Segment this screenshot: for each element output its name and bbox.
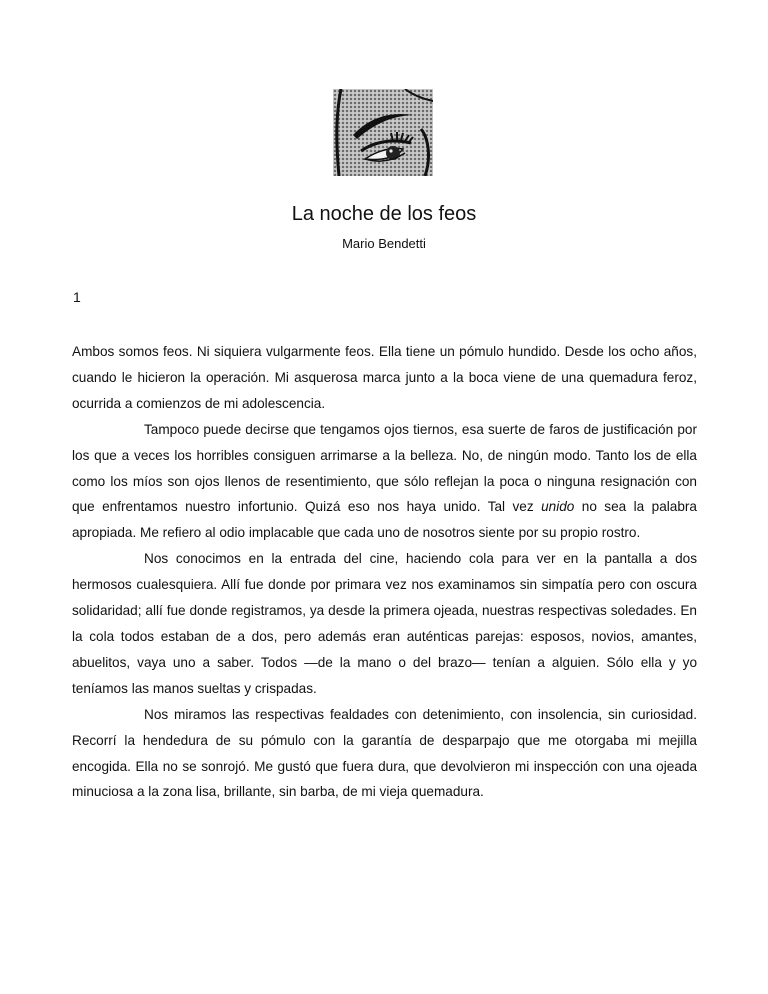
paragraph [72, 702, 697, 806]
eye-icon [333, 89, 433, 176]
pop-art-eye-illustration [333, 89, 433, 176]
author-name: Mario Bendetti [342, 236, 426, 251]
story-body [72, 339, 697, 805]
document-title: La noche de los feos [291, 203, 477, 225]
section-number: 1 [73, 289, 81, 305]
paragraph-text: Nos miramos las respectivas fealdades con detenimiento, con insolencia, sin curiosidad. Recorrí la hendedura de su pómulo con la garantía de desparpajo que me otorgaba mi mejilla encogida. Ella no se sonrojó. Me gustó que fuera dura, que devolvieron mi inspección con una ojeada minuciosa a la zona lisa, brillante, sin barba, de mi vieja quemadura. [72, 706, 697, 800]
paragraph-text: Tampoco puede decirse que tengamos ojos tiernos, esa suerte de faros de justificación por los que a veces los horribles consiguen arrimarse a la belleza. No, de ningún modo. Tanto los de ella como los míos son ojos llenos de resentimiento, que sólo reflejan la poca o ninguna resignación con que enfrentamos nuestro infortunio. Quizá eso nos haya unido. Tal vez [72, 421, 697, 515]
paragraph-text: Ambos somos feos. Ni siquiera vulgarmente feos. Ella tiene un pómulo hundido. Desde los ocho años, cuando le hicieron la operación. Mi asquerosa marca junto a la boca viene de una quemadura feroz, ocurrida a comienzos de mi adolescencia. [72, 344, 697, 411]
paragraph [72, 339, 697, 417]
paragraph [72, 546, 697, 701]
italic-text: unido [541, 499, 575, 515]
paragraph [72, 417, 697, 547]
paragraph-text: Nos conocimos en la entrada del cine, haciendo cola para ver en la pantalla a dos hermosos cualesquiera. Allí fue donde por primara vez nos examinamos sin simpatía pero con oscura solidaridad; allí fue donde registramos, ya desde la primera ojeada, nuestras respectivas soledades. En la cola todos estaban de a dos, pero además eran auténticas parejas: esposos, novios, amantes, abuelitos, vaya uno a saber. Todos —de la mano o del brazo— tenían a alguien. Sólo ella y yo teníamos las manos sueltas y crispadas. [72, 551, 697, 696]
paragraph-text: no sea la palabra apropiada. Me refiero al odio implacable que cada uno de nosotros siente por su propio rostro. [72, 499, 697, 541]
